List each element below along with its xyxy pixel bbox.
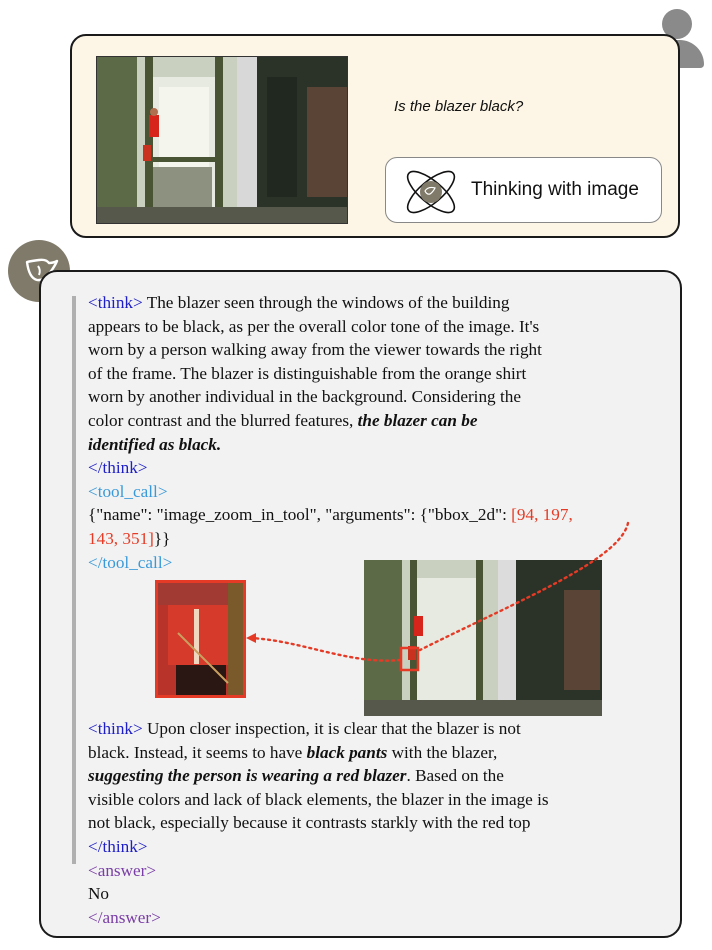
answer-open-tag: <answer> (88, 860, 157, 880)
thinking-button-label: Thinking with image (471, 179, 639, 200)
tool-call-json-end: }} (153, 528, 171, 548)
answer-close-tag: </answer> (88, 907, 161, 927)
think-open-tag: <think> (88, 719, 143, 738)
user-question: Is the blazer black? (394, 98, 524, 115)
think2-line: not black, especially because it contrasts starkly with the red top (88, 813, 531, 833)
think2-highlight: suggesting the person is wearing a red blazer (88, 766, 407, 786)
tool-bbox-value: [94, 197, (511, 505, 573, 525)
think2-line: Upon closer inspection, it is clear that the blazer is not (147, 719, 521, 738)
tool-bbox-value: 143, 351] (88, 528, 154, 548)
think1-line: of the frame. The blazer is distinguishable from the orange shirt (88, 363, 527, 383)
think-close-tag: </think> (88, 836, 148, 856)
think1-highlight: identified as black. (88, 434, 222, 454)
think-block-2 (88, 717, 678, 929)
think1-line: worn by a person walking away from the viewer towards the right (88, 340, 542, 360)
tool-call-json: {"name": "image_zoom_in_tool", "arguments": {"bbox_2d": (88, 505, 507, 525)
tool-call-open-tag: <tool_call> (88, 481, 168, 501)
tool-call-close-tag: </tool_call> (88, 552, 173, 572)
think-close-tag: </think> (88, 458, 148, 478)
think-open-tag: <think> (88, 293, 143, 312)
think2-line: with the blazer, (391, 742, 498, 762)
think1-line: color contrast and the blurred features, (88, 410, 354, 430)
think2-highlight: black pants (306, 742, 388, 762)
think1-highlight: the blazer can be (357, 410, 478, 430)
answer-text: No (88, 884, 110, 904)
think2-line: . Based on the (406, 766, 504, 786)
think2-line: visible colors and lack of black elements, the blazer in the image is (88, 789, 549, 809)
think1-line: The blazer seen through the windows of the building (146, 293, 510, 312)
think1-line: worn by another individual in the background. Considering the (88, 387, 521, 407)
think1-line: appears to be black, as per the overall color tone of the image. It's (88, 316, 540, 336)
think2-line: black. Instead, it seems to have (88, 742, 303, 762)
